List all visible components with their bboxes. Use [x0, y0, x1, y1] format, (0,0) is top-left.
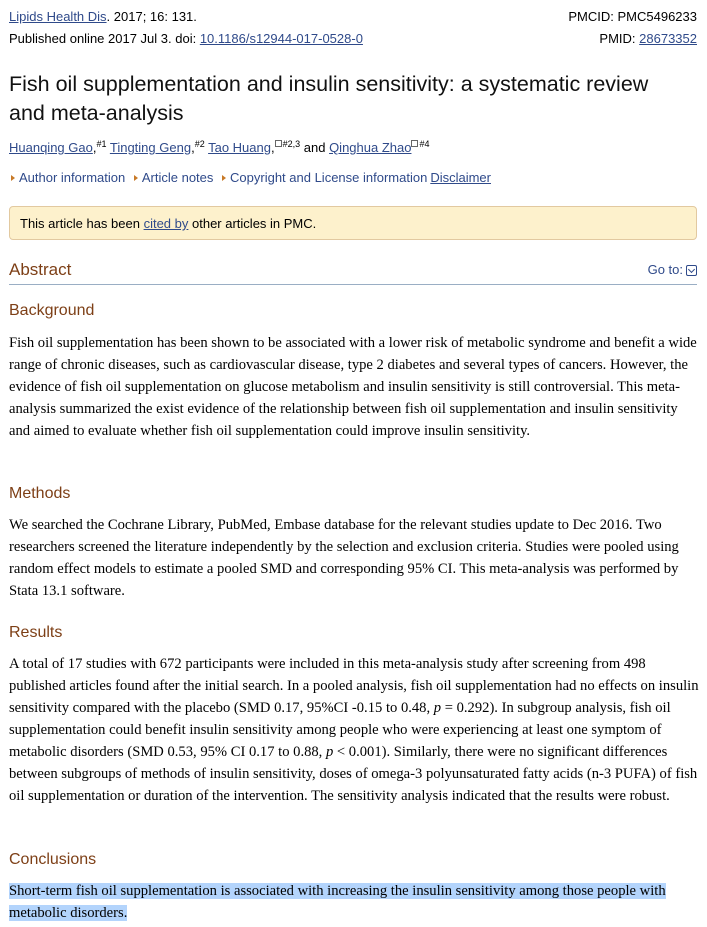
article-title: Fish oil supplementation and insulin sensitivity: a systematic review and meta-analysis [9, 72, 649, 125]
journal-link[interactable]: Lipids Health Dis [9, 9, 107, 24]
author-link[interactable]: Qinghua Zhao [329, 140, 412, 155]
envelope-icon[interactable] [275, 140, 282, 147]
citation-header [9, 6, 697, 50]
author-link[interactable]: Huanqing Gao [9, 140, 93, 155]
section-text-results: A total of 17 studies with 672 participants were included in this meta-analysis study after screening from 498 published articles found after the initial search. In a pooled analysis, fish oil supplementation had no effects on insulin sensitivity compared with the placebo (SMD 0.17, 95%CI -0.15 to 0.48, p = 0.292). In subgroup analysis, fish oil supplementation could benefit insulin sensitivity among people who were experiencing at least one symptom of metabolic disorders (SMD 0.53, 95% CI 0.17 to 0.88, p < 0.001). Similarly, there were no significant differences between subgroups of methods of insulin sensitivity, doses of omega-3 polyunsaturated fatty acids (n-3 PUFA) of fish oil supplementation or duration of the intervention. The sensitivity analysis indicated that the results were robust. [9, 656, 699, 804]
abstract-heading: Abstract [9, 260, 72, 279]
copyright-toggle[interactable]: Copyright and License information [230, 170, 428, 185]
section-text-conclusions [9, 880, 699, 924]
section-heading-background: Background [9, 302, 95, 319]
triangle-right-icon [134, 175, 138, 181]
pmid: PMID: 28673352 [599, 31, 697, 46]
article-info-bar [9, 168, 491, 188]
author-information-toggle[interactable]: Author information [19, 170, 126, 185]
author-link[interactable]: Tingting Geng [109, 140, 192, 155]
doi-link[interactable]: 10.1186/s12944-017-0528-0 [199, 31, 363, 46]
chevron-down-icon[interactable] [686, 265, 697, 276]
triangle-right-icon [11, 175, 15, 181]
section-heading-methods: Methods [9, 485, 71, 502]
disclaimer-link[interactable]: Disclaimer [430, 170, 491, 185]
goto-menu[interactable]: Go to: [648, 262, 697, 277]
author-affiliation: #1 [96, 139, 107, 149]
section-heading-results: Results [9, 624, 63, 641]
author-affiliation: #4 [419, 139, 430, 149]
author-link[interactable]: Tao Huang [208, 140, 271, 155]
selected-text: Short-term fish oil supplementation is associated with increasing the insulin sensitivity among those people with metabolic disorders. [9, 883, 666, 921]
cited-by-link[interactable]: cited by [143, 216, 189, 231]
author-affiliation: #2,3 [282, 139, 301, 149]
envelope-icon[interactable] [411, 140, 418, 147]
cited-by-notice: This article has been cited by other articles in PMC. [9, 206, 697, 240]
section-heading-conclusions: Conclusions [9, 851, 97, 868]
triangle-right-icon [222, 175, 226, 181]
article-notes-toggle[interactable]: Article notes [141, 170, 214, 185]
author-list: Huanqing Gao,$^{\#1}$ Tingting Geng,$^{\#2}$ Tao Huang, $^{\#2,3}$ and Qinghua Zhao $^{\#4}$ [9, 139, 430, 155]
author-affiliation: #2 [194, 139, 205, 149]
section-text-background: Fish oil supplementation has been shown to be associated with a lower risk of metabolic syndrome and benefit a wide range of chronic diseases, such as cardiovascular disease, type 2 diabetes and several types of cancers. However, the evidence of fish oil supplementation on glucose metabolism and insulin sensitivity is still controversial. This meta-analysis summarized the exist evidence of the relationship between fish oil supplementation and insulin sensitivity and aimed to evaluate whether fish oil supplementation could improve insulin sensitivity. [9, 335, 697, 439]
citation-line: Lipids Health Dis. 2017; 16: 131. [9, 9, 197, 24]
published-line: Published online 2017 Jul 3. doi: 10.1186/s12944-017-0528-0 [9, 31, 363, 46]
pmcid: PMCID: PMC5496233 [568, 9, 697, 24]
section-text-methods: We searched the Cochrane Library, PubMed, Embase database for the relevant studies update to Dec 2016. Two researchers screened the literature independently by the selection and exclusion criteria. Studies were pooled using random effect models to estimate a pooled SMD and corresponding 95% CI. This meta-analysis was performed by Stata 13.1 software. [9, 517, 679, 599]
pmid-link[interactable]: 28673352 [639, 31, 697, 46]
abstract-header [9, 258, 697, 285]
